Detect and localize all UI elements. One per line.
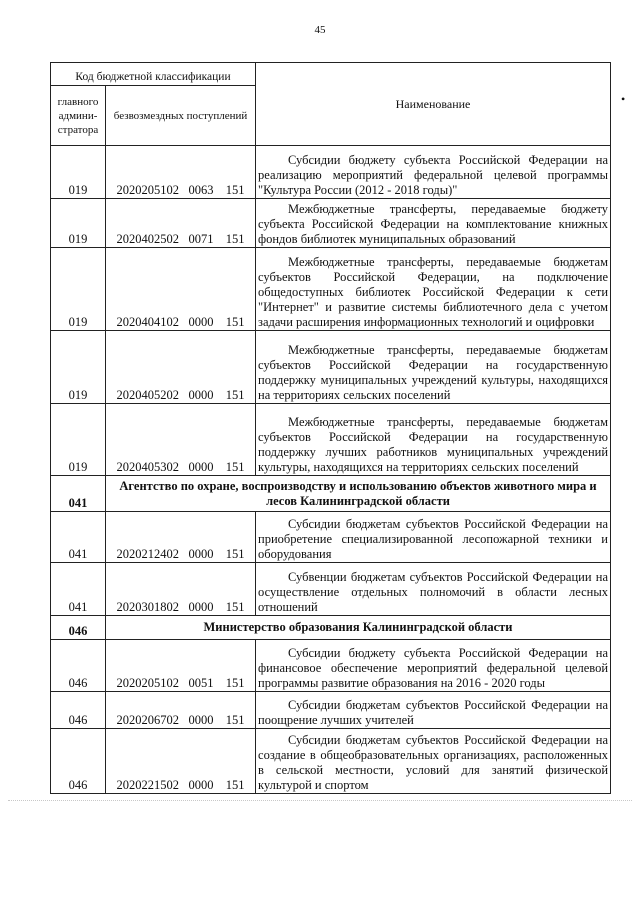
admin-code: 046 — [51, 692, 106, 729]
org-header-row — [51, 476, 611, 512]
org-title: Агентство по охране, воспроизводству и использованию объектов животного мира и лесов Калининградской области — [106, 476, 611, 512]
code-main: 2020405302 — [116, 460, 179, 474]
budget-classification-table — [50, 62, 611, 794]
code-sub: 0051 — [188, 676, 214, 690]
code-main: 2020206702 — [116, 713, 179, 727]
code-main: 2020405202 — [116, 388, 179, 402]
code-main: 2020212402 — [116, 547, 179, 561]
code-sub: 0000 — [188, 460, 214, 474]
item-description: Межбюджетные трансферты, передаваемые бюджетам субъектов Российской Федерации, на подключение общедоступных библиотек Российской Федерации к сети "Интернет" и развитие системы библиотечного дела с учетом задачи расширения информационных технологий и оцифровки — [256, 248, 611, 331]
income-code — [106, 248, 256, 331]
code-sub: 0000 — [188, 315, 214, 329]
income-code — [106, 729, 256, 794]
code-main: 2020221502 — [116, 778, 179, 792]
code-kosgu: 151 — [225, 713, 245, 727]
table-row — [51, 146, 611, 199]
admin-code: 019 — [51, 248, 106, 331]
code-kosgu: 151 — [225, 676, 245, 690]
item-description: Субсидии бюджету субъекта Российской Федерации на финансовое обеспечение мероприятий федеральной целевой программы развитие образования на 2016 - 2020 годы — [256, 640, 611, 692]
code-kosgu: 151 — [225, 600, 245, 614]
admin-code: 019 — [51, 199, 106, 248]
item-description: Субсидии бюджетам субъектов Российской Федерации на создание в общеобразовательных организациях, расположенных в сельской местности, условий для занятий физической культурой и спортом — [256, 729, 611, 794]
table-row — [51, 563, 611, 616]
item-description: Субсидии бюджетам субъектов Российской Федерации на приобретение специализированной лесопожарной техники и оборудования — [256, 512, 611, 563]
code-sub: 0063 — [188, 183, 214, 197]
code-kosgu: 151 — [225, 183, 245, 197]
code-sub: 0000 — [188, 600, 214, 614]
item-description: Межбюджетные трансферты, передаваемые бюджетам субъектов Российской Федерации на государственную поддержку муниципальных учреждений культуры, находящихся на территориях сельских поселений — [256, 331, 611, 404]
income-code — [106, 692, 256, 729]
org-title: Министерство образования Калининградской области — [106, 616, 611, 640]
code-kosgu: 151 — [225, 232, 245, 246]
code-sub: 0071 — [188, 232, 214, 246]
stray-mark: • — [621, 92, 626, 106]
code-kosgu: 151 — [225, 388, 245, 402]
item-description: Межбюджетные трансферты, передаваемые бюджетам субъектов Российской Федерации на государственную поддержку лучших работников муниципальных учреждений культуры, находящихся на территориях сельских поселений — [256, 404, 611, 476]
admin-code: 019 — [51, 146, 106, 199]
admin-code: 041 — [51, 512, 106, 563]
header-name: Наименование — [256, 63, 611, 146]
code-main: 2020205102 — [116, 676, 179, 690]
header-budget-code: Код бюджетной классификации — [51, 63, 256, 86]
income-code — [106, 199, 256, 248]
admin-code: 019 — [51, 331, 106, 404]
admin-code: 041 — [51, 476, 106, 512]
code-kosgu: 151 — [225, 778, 245, 792]
code-main: 2020404102 — [116, 315, 179, 329]
table-row — [51, 640, 611, 692]
admin-code: 046 — [51, 640, 106, 692]
item-description: Субвенции бюджетам субъектов Российской Федерации на осуществление отдельных полномочий в области лесных отношений — [256, 563, 611, 616]
header-row-1 — [51, 63, 611, 86]
admin-code: 019 — [51, 404, 106, 476]
code-kosgu: 151 — [225, 547, 245, 561]
table-body — [51, 146, 611, 794]
table-row — [51, 512, 611, 563]
code-main: 2020402502 — [116, 232, 179, 246]
table-row — [51, 692, 611, 729]
income-code — [106, 563, 256, 616]
item-description: Субсидии бюджету субъекта Российской Федерации на реализацию мероприятий федеральной целевой программы "Культура России (2012 - 2018 годы)" — [256, 146, 611, 199]
table-row — [51, 331, 611, 404]
item-description: Субсидии бюджетам субъектов Российской Федерации на поощрение лучших учителей — [256, 692, 611, 729]
table-row — [51, 404, 611, 476]
income-code — [106, 404, 256, 476]
page-number: 45 — [314, 24, 326, 36]
income-code — [106, 640, 256, 692]
income-code — [106, 512, 256, 563]
header-admin: главного админи-стратора — [51, 86, 106, 146]
code-main: 2020301802 — [116, 600, 179, 614]
table-row — [51, 729, 611, 794]
admin-code: 046 — [51, 729, 106, 794]
item-description: Межбюджетные трансферты, передаваемые бюджету субъекта Российской Федерации на комплектование книжных фондов библиотек муниципальных образований — [256, 199, 611, 248]
header-income: безвозмездных поступлений — [106, 86, 256, 146]
scan-artifact-line — [8, 800, 632, 802]
code-sub: 0000 — [188, 778, 214, 792]
org-header-row — [51, 616, 611, 640]
admin-code: 041 — [51, 563, 106, 616]
code-sub: 0000 — [188, 547, 214, 561]
code-kosgu: 151 — [225, 315, 245, 329]
table-row — [51, 248, 611, 331]
code-kosgu: 151 — [225, 460, 245, 474]
admin-code: 046 — [51, 616, 106, 640]
income-code — [106, 146, 256, 199]
code-sub: 0000 — [188, 388, 214, 402]
code-sub: 0000 — [188, 713, 214, 727]
code-main: 2020205102 — [116, 183, 179, 197]
table-row — [51, 199, 611, 248]
income-code — [106, 331, 256, 404]
